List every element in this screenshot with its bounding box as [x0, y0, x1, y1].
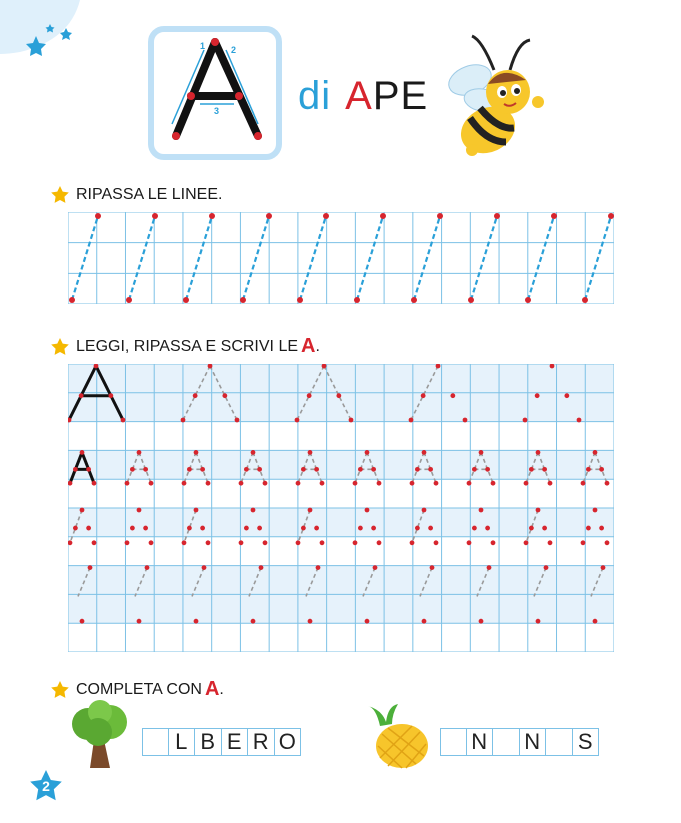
guide-dot — [130, 526, 135, 531]
guide-dot — [542, 526, 547, 531]
guide-dot — [181, 418, 186, 423]
guide-dot — [467, 481, 472, 486]
word-1-blank-cell[interactable] — [142, 728, 169, 756]
guide-dot — [605, 481, 610, 486]
guide-dot — [428, 467, 433, 472]
guide-dot — [529, 526, 534, 531]
start-dot — [209, 213, 215, 219]
star-icon — [50, 185, 70, 205]
guide-dot — [415, 467, 420, 472]
guide-dot — [479, 450, 484, 455]
instruction-1 — [50, 185, 222, 205]
guide-dot — [535, 393, 540, 398]
guide-dot — [194, 508, 199, 513]
instruction-1-text: RIPASSA LE LINEE. — [76, 186, 223, 203]
guide-dot — [239, 481, 244, 486]
guide-dot — [130, 467, 135, 472]
stroke-number-1: 1 — [200, 41, 206, 51]
guide-dot — [577, 418, 582, 423]
title-rest: PE — [372, 74, 429, 118]
guide-dot — [251, 508, 256, 513]
guide-dot — [251, 450, 256, 455]
guide-dot — [422, 508, 427, 513]
guide-dot — [542, 467, 547, 472]
guide-dot — [125, 481, 130, 486]
guide-dot — [121, 418, 126, 423]
guide-dot — [371, 467, 376, 472]
guide-dot — [239, 540, 244, 545]
tree-illustration — [68, 700, 130, 772]
band-shade — [68, 450, 614, 479]
word-1-cell: L — [169, 728, 196, 756]
start-dot — [551, 213, 557, 219]
guide-dot — [206, 481, 211, 486]
guide-dot — [263, 540, 268, 545]
guide-dot — [463, 418, 468, 423]
guide-dot — [586, 467, 591, 472]
guide-dot — [544, 565, 549, 570]
guide-dot — [200, 467, 205, 472]
guide-dot — [301, 526, 306, 531]
start-dot — [608, 213, 614, 219]
guide-dot — [336, 393, 341, 398]
page-number: 2 — [42, 778, 50, 794]
instruction-3-suffix: . — [219, 680, 224, 698]
guide-dot — [523, 418, 528, 423]
guide-dot — [479, 619, 484, 624]
guide-dot — [143, 467, 148, 472]
word-2-cells — [440, 728, 599, 756]
guide-dot — [467, 540, 472, 545]
guide-dot — [564, 393, 569, 398]
end-dot — [525, 297, 531, 303]
guide-dot — [182, 540, 187, 545]
word-2-blank-cell[interactable] — [493, 728, 520, 756]
start-dot — [266, 213, 272, 219]
guide-dot — [434, 481, 439, 486]
word-2-blank-cell[interactable] — [440, 728, 467, 756]
guide-dot — [491, 481, 496, 486]
guide-dot — [353, 481, 358, 486]
star-icon — [50, 680, 70, 700]
guide-dot — [605, 540, 610, 545]
guide-dot — [202, 565, 207, 570]
word-2-cell: N — [520, 728, 547, 756]
guide-dot — [472, 526, 477, 531]
trace-line — [585, 216, 611, 300]
guide-dot — [80, 508, 85, 513]
guide-dot — [434, 540, 439, 545]
guide-dot — [137, 619, 142, 624]
end-dot — [297, 297, 303, 303]
guide-dot — [373, 565, 378, 570]
instruction-3-letter: A — [204, 678, 220, 700]
guide-dot — [548, 540, 553, 545]
guide-dot — [149, 540, 154, 545]
pineapple-illustration — [358, 704, 430, 770]
guide-dot — [536, 508, 541, 513]
guide-dot — [536, 619, 541, 624]
guide-dot — [308, 619, 313, 624]
trace-line — [186, 216, 212, 300]
guide-dot — [296, 540, 301, 545]
guide-dot — [529, 467, 534, 472]
guide-dot — [536, 450, 541, 455]
guide-dot — [314, 526, 319, 531]
guide-dot — [251, 619, 256, 624]
guide-dot — [358, 467, 363, 472]
guide-dot — [308, 508, 313, 513]
trace-line — [72, 216, 98, 300]
guide-dot — [586, 526, 591, 531]
guide-dot — [524, 540, 529, 545]
word-2-cell: N — [467, 728, 494, 756]
start-dot — [323, 213, 329, 219]
guide-dot — [581, 481, 586, 486]
guide-dot — [187, 467, 192, 472]
guide-dot — [472, 467, 477, 472]
letter-writing-grid — [68, 364, 614, 652]
bee-illustration — [442, 30, 552, 160]
guide-dot — [421, 393, 426, 398]
guide-dot — [194, 450, 199, 455]
word-1-cell: O — [275, 728, 302, 756]
guide-dot — [491, 540, 496, 545]
end-dot — [126, 297, 132, 303]
start-dot — [437, 213, 443, 219]
guide-dot — [79, 393, 84, 398]
guide-dot — [422, 450, 427, 455]
instruction-3-text: COMPLETA CON — [76, 680, 202, 698]
guide-dot — [235, 418, 240, 423]
word-2-cell: S — [573, 728, 600, 756]
guide-dot — [485, 467, 490, 472]
end-dot — [183, 297, 189, 303]
guide-dot — [200, 526, 205, 531]
trace-line — [243, 216, 269, 300]
corner-decoration — [0, 0, 90, 60]
guide-dot — [581, 540, 586, 545]
guide-dot — [182, 481, 187, 486]
letter-stroke-box — [148, 26, 282, 160]
guide-dot — [365, 619, 370, 624]
guide-dot — [257, 467, 262, 472]
end-dot — [411, 297, 417, 303]
guide-dot — [593, 450, 598, 455]
guide-dot — [137, 450, 142, 455]
tracing-lines-grid — [68, 212, 614, 304]
guide-dot — [593, 508, 598, 513]
guide-dot — [485, 526, 490, 531]
guide-dot — [222, 393, 227, 398]
guide-dot — [430, 565, 435, 570]
guide-dot — [257, 526, 262, 531]
guide-dot — [244, 467, 249, 472]
end-dot — [582, 297, 588, 303]
guide-dot — [409, 418, 414, 423]
guide-dot — [320, 481, 325, 486]
page-number-badge — [28, 769, 64, 805]
guide-dot — [73, 526, 78, 531]
guide-dot — [415, 526, 420, 531]
guide-dot — [479, 508, 484, 513]
trace-line — [471, 216, 497, 300]
guide-dot — [92, 481, 97, 486]
end-dot — [354, 297, 360, 303]
guide-dot — [349, 418, 354, 423]
guide-dot — [308, 450, 313, 455]
guide-dot — [320, 540, 325, 545]
instruction-2-letter: A — [301, 335, 316, 357]
start-dot — [494, 213, 500, 219]
band-shade — [68, 508, 614, 537]
guide-dot — [316, 565, 321, 570]
guide-dot — [73, 467, 78, 472]
start-dot — [380, 213, 386, 219]
guide-dot — [524, 481, 529, 486]
guide-dot — [80, 619, 85, 624]
guide-dot — [263, 481, 268, 486]
guide-dot — [599, 467, 604, 472]
guide-dot — [428, 526, 433, 531]
instruction-2-suffix: . — [315, 337, 320, 355]
guide-dot — [86, 526, 91, 531]
guide-dot — [377, 481, 382, 486]
guide-dot — [601, 565, 606, 570]
guide-dot — [108, 393, 113, 398]
guide-dot — [92, 540, 97, 545]
guide-dot — [187, 526, 192, 531]
guide-dot — [365, 450, 370, 455]
guide-dot — [194, 619, 199, 624]
guide-dot — [410, 540, 415, 545]
word-1-cell: R — [248, 728, 275, 756]
guide-dot — [548, 481, 553, 486]
guide-dot — [307, 393, 312, 398]
guide-dot — [487, 565, 492, 570]
stroke-number-3: 3 — [214, 106, 220, 116]
guide-dot — [314, 467, 319, 472]
guide-dot — [365, 508, 370, 513]
end-dot — [240, 297, 246, 303]
trace-line — [357, 216, 383, 300]
word-2-blank-cell[interactable] — [546, 728, 573, 756]
star-icon — [50, 337, 70, 357]
trace-line — [414, 216, 440, 300]
word-1-cell: B — [195, 728, 222, 756]
end-dot — [69, 297, 75, 303]
guide-dot — [422, 619, 427, 624]
guide-dot — [353, 540, 358, 545]
guide-dot — [371, 526, 376, 531]
guide-dot — [259, 565, 264, 570]
guide-dot — [125, 540, 130, 545]
word-1-cell: E — [222, 728, 249, 756]
guide-dot — [143, 526, 148, 531]
trace-line — [528, 216, 554, 300]
guide-dot — [88, 565, 93, 570]
guide-dot — [244, 526, 249, 531]
guide-dot — [301, 467, 306, 472]
start-dot — [95, 213, 101, 219]
stroke-number-2: 2 — [231, 45, 237, 55]
guide-dot — [68, 540, 72, 545]
start-dot — [152, 213, 158, 219]
instruction-3 — [50, 678, 224, 701]
word-1-cells — [142, 728, 301, 756]
trace-line — [129, 216, 155, 300]
guide-dot — [149, 481, 154, 486]
instruction-2-text: LEGGI, RIPASSA E SCRIVI LE — [76, 337, 299, 355]
guide-dot — [450, 393, 455, 398]
guide-dot — [145, 565, 150, 570]
title-first-letter: A — [345, 74, 373, 118]
guide-dot — [206, 540, 211, 545]
guide-dot — [377, 540, 382, 545]
guide-dot — [599, 526, 604, 531]
guide-dot — [593, 619, 598, 624]
guide-dot — [80, 450, 85, 455]
guide-dot — [410, 481, 415, 486]
guide-dot — [193, 393, 198, 398]
guide-dot — [296, 481, 301, 486]
instruction-2 — [50, 335, 320, 358]
title-di: di — [298, 74, 332, 118]
guide-dot — [295, 418, 300, 423]
guide-dot — [137, 508, 142, 513]
end-dot — [468, 297, 474, 303]
guide-dot — [358, 526, 363, 531]
guide-dot — [86, 467, 91, 472]
trace-line — [300, 216, 326, 300]
page-title — [298, 76, 428, 116]
